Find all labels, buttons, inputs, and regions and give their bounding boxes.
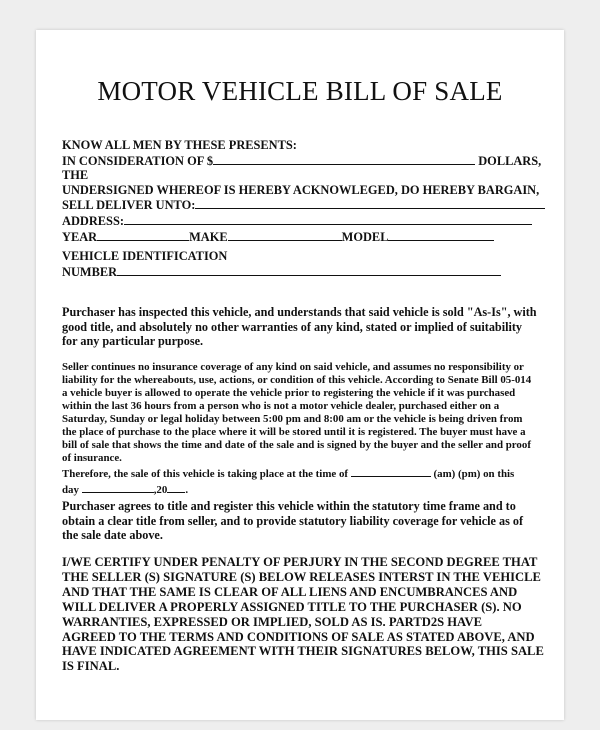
paragraph-line: a vehicle buyer is allowed to operate the vehicle prior to registering the vehicle if it was purchased: [62, 387, 516, 399]
sale-time-line: [62, 465, 542, 481]
sale-year-field[interactable]: [167, 481, 185, 493]
amount-field[interactable]: [213, 153, 475, 165]
sell-deliver-line: [62, 197, 542, 213]
sale-time-label: Therefore, the sale of this vehicle is taking place at the time of: [62, 468, 349, 480]
paragraph-line: Purchaser has inspected this vehicle, and understands that said vehicle is sold "As-Is", with: [62, 305, 537, 319]
sale-day-field[interactable]: [82, 481, 154, 493]
paragraph-line: HAVE INDICATED AGREEMENT WITH THEIR SIGNATURES BELOW, THIS SALE: [62, 644, 544, 659]
paragraph-line: AGREED TO THE TERMS AND CONDITIONS OF SALE AS STATED ABOVE, AND: [62, 629, 535, 644]
the-line: THE: [62, 168, 89, 183]
insurance-paragraph: [62, 361, 542, 497]
title-registration-paragraph: [62, 499, 542, 543]
paragraph-line: Saturday, Sunday or legal holiday between 5:00 pm and 8:00 am or the vehicle is being driven from: [62, 413, 523, 425]
model-label: MODEL: [341, 229, 389, 244]
sale-time-field[interactable]: [351, 465, 431, 477]
certification-paragraph: [62, 555, 542, 674]
address-line: [62, 213, 542, 229]
year-prefix-label: ,20: [153, 484, 168, 496]
make-label: MAKE: [189, 229, 228, 244]
paragraph-line: liability for the whereabouts, use, actions, or condition of this vehicle. According to Senate Bill 05-014: [62, 374, 532, 386]
intro-line: KNOW ALL MEN BY THESE PRESENTS:: [62, 138, 297, 152]
period-mark: .: [185, 484, 189, 496]
vin-label-line2: NUMBER: [62, 264, 118, 279]
parties-section: [62, 138, 542, 244]
undersigned-line: UNDERSIGNED WHEREOF IS HEREBY ACKNOWLEGED, DO HEREBY BARGAIN,: [62, 182, 540, 197]
paragraph-line: I/WE CERTIFY UNDER PENALTY OF PERJURY IN THE SECOND DEGREE THAT: [62, 555, 538, 569]
paragraph-line: WARRANTIES, EXPRESSED OR IMPLIED, SOLD AS IS. PARTD2S HAVE: [62, 614, 483, 629]
vin-field[interactable]: [117, 264, 501, 276]
vin-label-line1: VEHICLE IDENTIFICATION: [62, 249, 228, 263]
paragraph-line: AND THAT THE SAME IS CLEAR OF ALL LIENS AND ENCUMBRANCES AND: [62, 584, 518, 599]
paragraph-line: Purchaser agrees to title and register this vehicle within the statutory time frame and to: [62, 499, 516, 513]
vin-line: [62, 264, 542, 280]
paragraph-line: bill of sale that shows the time and date of the sale and is signed by the buyer and the seller and proof: [62, 439, 531, 451]
sale-date-line: [62, 481, 542, 497]
year-label: YEAR: [62, 229, 98, 244]
paragraph-line: within the last 36 hours from a person who is not a motor vehicle dealer, purchased either on a: [62, 400, 500, 412]
vin-section: [62, 249, 542, 279]
day-label: day: [62, 484, 79, 496]
vehicle-details-line: [62, 229, 542, 245]
sell-deliver-label: SELL DELIVER UNTO:: [62, 198, 196, 213]
paragraph-line: of insurance.: [62, 452, 122, 464]
consideration-label: IN CONSIDERATION OF $: [62, 153, 214, 168]
dollars-label: DOLLARS,: [478, 153, 542, 168]
paragraph-line: for any particular purpose.: [62, 334, 204, 349]
paragraph-line: WILL DELIVER A PROPERLY ASSIGNED TITLE TO THE PURCHASER (S). NO: [62, 599, 522, 614]
make-field[interactable]: [228, 229, 342, 241]
year-field[interactable]: [97, 229, 189, 241]
address-field[interactable]: [124, 213, 532, 225]
paragraph-line: THE SELLER (S) SIGNATURE (S) BELOW RELEASES INTERST IN THE VEHICLE: [62, 569, 541, 584]
buyer-name-field[interactable]: [195, 197, 545, 209]
paragraph-line: IS FINAL.: [62, 659, 120, 674]
document-page: [36, 30, 564, 720]
paragraph-line: the place of purchase to the place where it will be stored until it is registered. The buyer must have a: [62, 426, 526, 438]
paragraph-line: good title, and absolutely no other warranties of any kind, stated or implied of suitability: [62, 319, 523, 334]
consideration-line: [62, 153, 542, 169]
paragraph-line: obtain a clear title from seller, and to provide statutory liability coverage for vehicle as of: [62, 513, 524, 528]
as-is-paragraph: [62, 305, 542, 349]
model-field[interactable]: [388, 229, 494, 241]
paragraph-line: the sale date above.: [62, 528, 163, 543]
document-title: MOTOR VEHICLE BILL OF SALE: [97, 76, 503, 106]
am-pm-label: (am) (pm) on this: [433, 468, 515, 480]
address-label: ADDRESS:: [62, 213, 124, 228]
paragraph-line: Seller continues no insurance coverage of any kind on said vehicle, and assumes no responsibility or: [62, 361, 524, 373]
